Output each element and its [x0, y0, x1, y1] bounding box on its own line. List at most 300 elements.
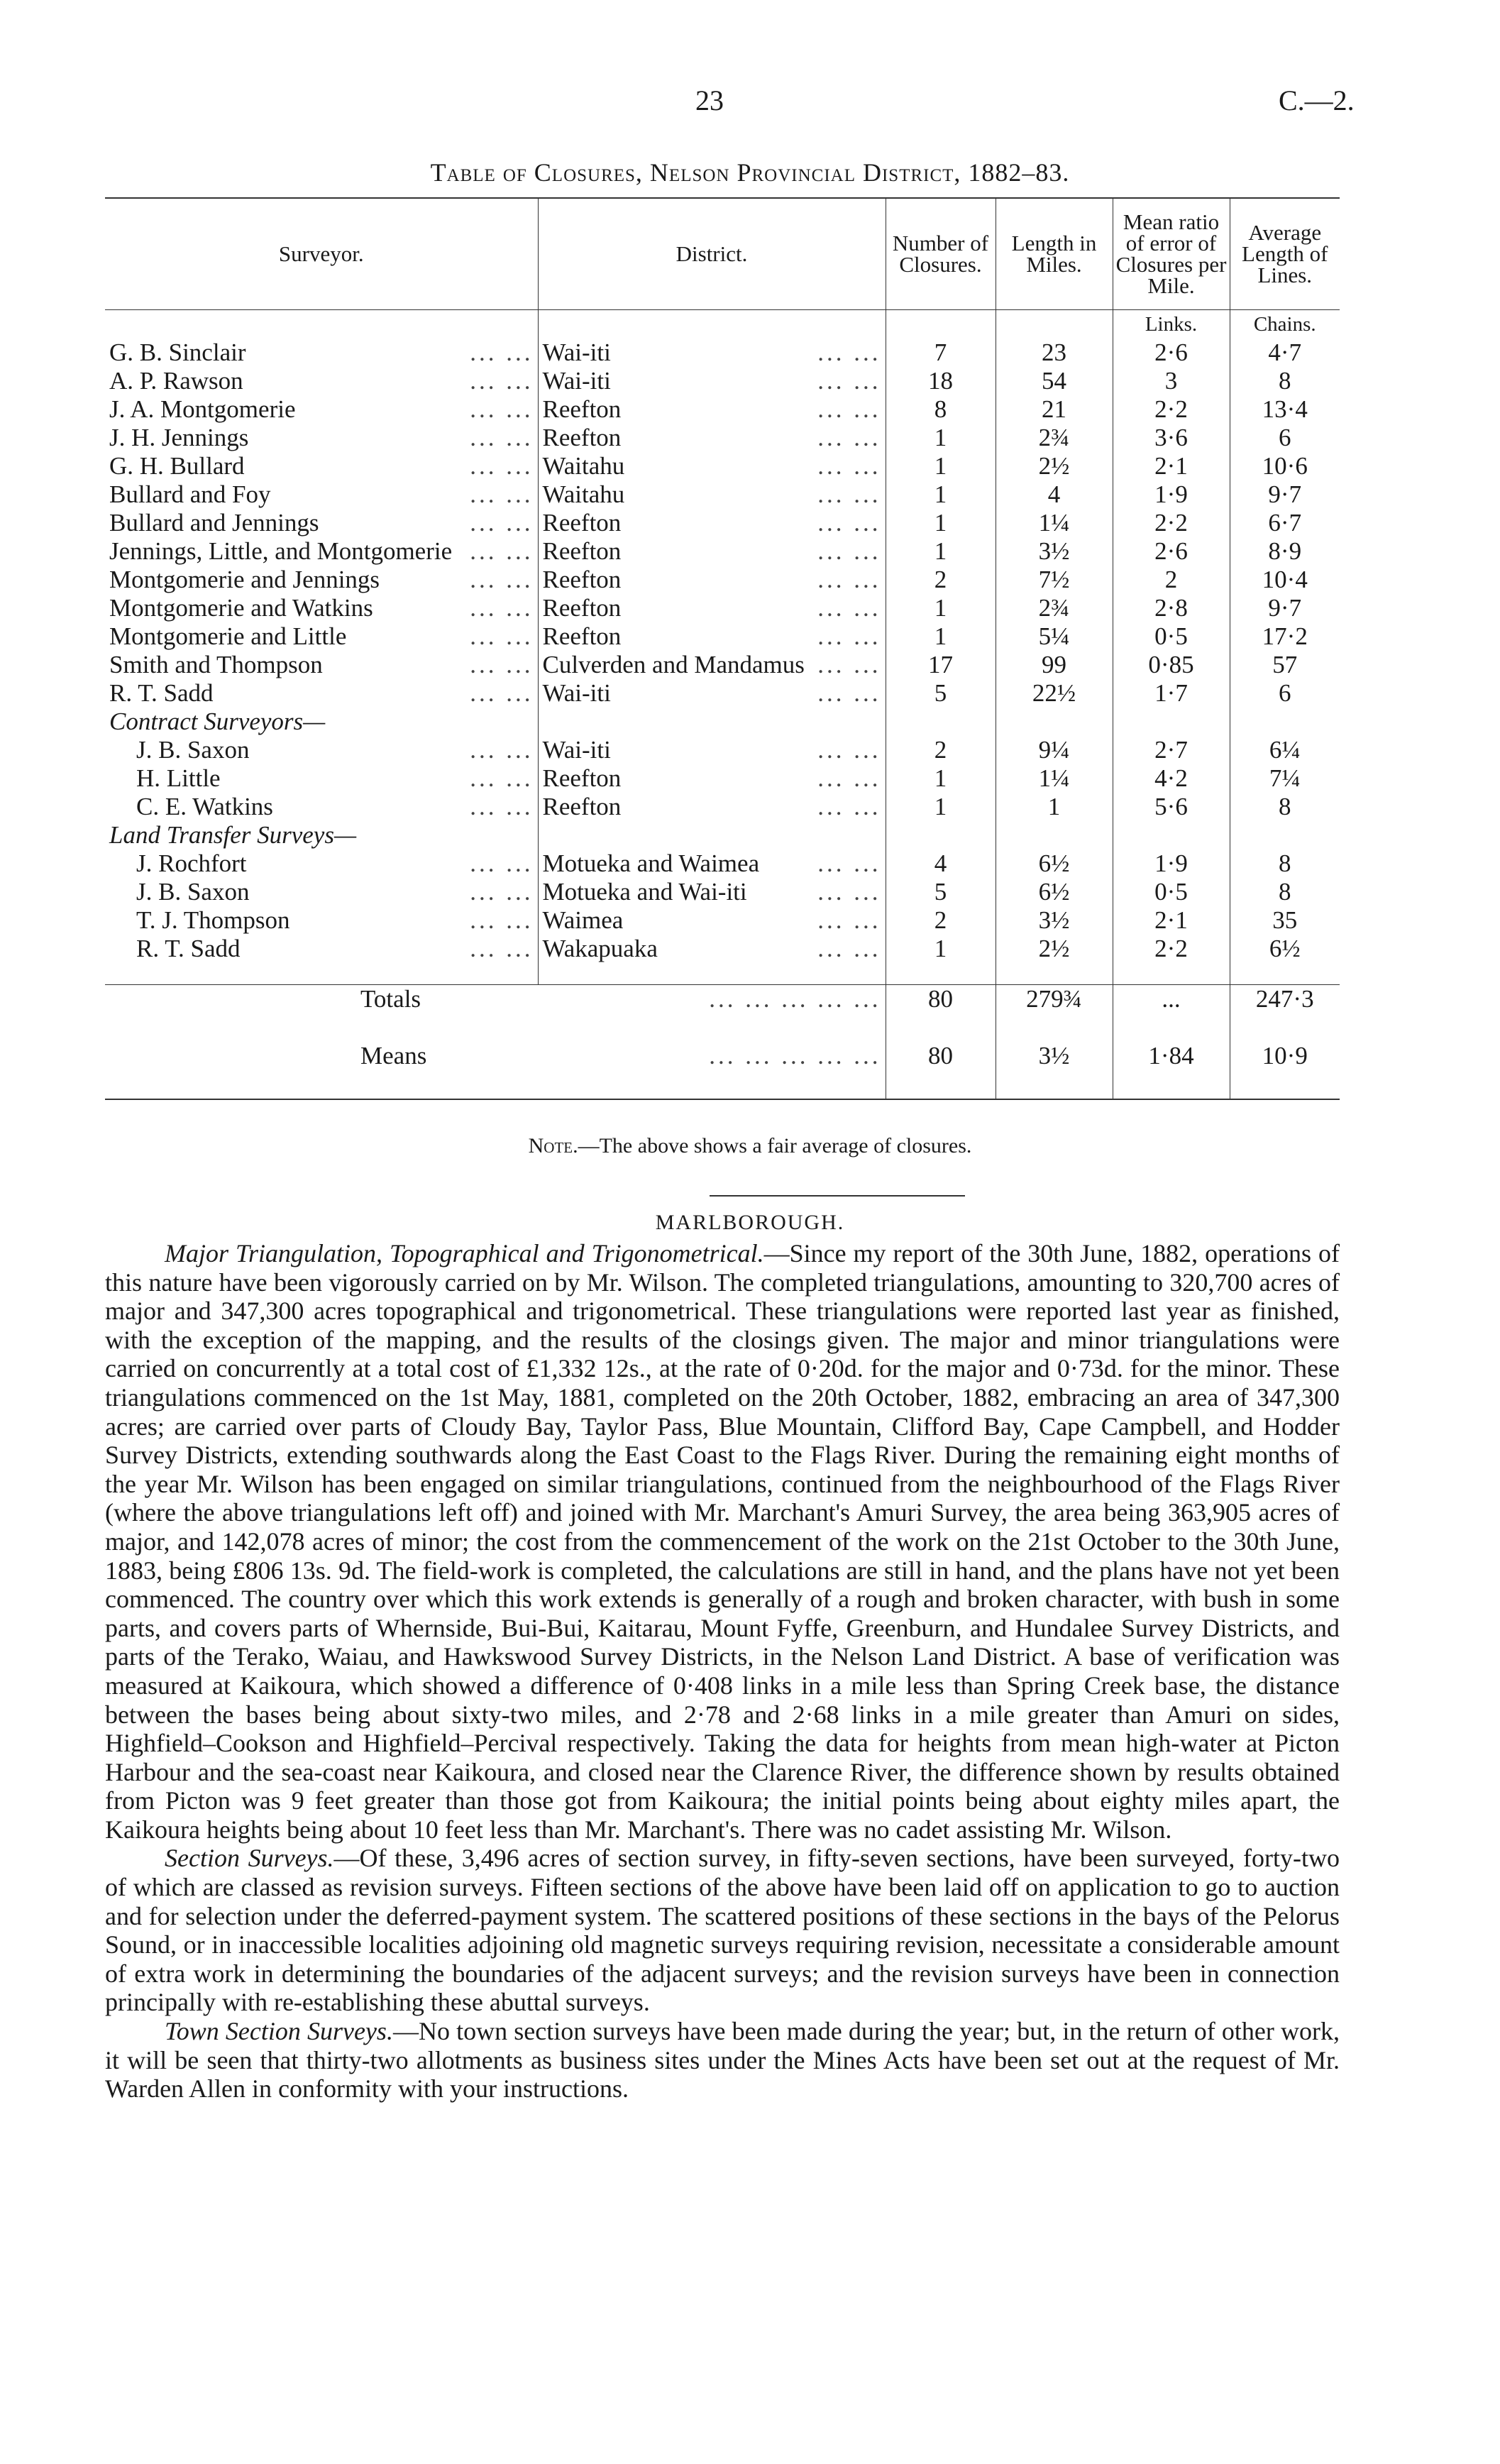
leader-dots: ... ...: [470, 878, 534, 906]
cell-district: [538, 452, 886, 480]
cell-length: [996, 452, 1113, 480]
cell-length-text: 1¼: [1038, 764, 1070, 792]
cell-average-text: 247·3: [1255, 985, 1314, 1013]
cell-length: [996, 878, 1113, 906]
leader-dots: ... ...: [470, 736, 534, 764]
cell-error: [1113, 339, 1230, 367]
cell-surveyor: [105, 849, 538, 878]
cell-closures-text: 2: [934, 566, 947, 593]
cell-closures: [886, 367, 996, 395]
cell-error-text: 2·7: [1154, 736, 1188, 764]
cell-surveyor: [105, 622, 538, 651]
cell-district: [538, 764, 886, 793]
cell-surveyor-text: Montgomerie and Little: [109, 622, 347, 650]
cell-closures: [886, 1042, 996, 1099]
col-length: Length in Miles.: [996, 198, 1113, 310]
cell-district-text: Wai-iti: [542, 736, 611, 764]
cell-district: [538, 566, 886, 594]
cell-error: [1113, 566, 1230, 594]
cell-error: [1113, 452, 1230, 480]
cell-district-text: Waimea: [542, 906, 624, 934]
cell-length: [996, 509, 1113, 537]
paragraph-text: —Since my report of the 30th June, 1882, operations of this nature have been vigorously carried on by Mr. Wilson. The completed triangulations, amounting to 320,700 acres of major and 347,300 acres topographical and trigonometrical. These triangulations were reported last year as finished, with the exception of the mapping, and the results of the closings given. The major and minor triangulations were carried on concurrently at a total cost of £1,332 12s., at the rate of 0·20d. for the major and 0·73d. for the minor. These triangulations commenced on the 1st May, 1881, completed on the 20th October, 1882, embracing an area of 347,300 acres; are carried over parts of Cloudy Bay, Taylor Pass, Blue Mountain, Clifford Bay, Cape Campbell, and Hodder Survey Districts, extending southwards along the East Coast to the Flags River. During the remaining eight months of the year Mr. Wilson has been engaged on similar triangulations, continued from the neighbourhood of the Flags River (where the above triangulations left off) and joined with Mr. Marchant's Amuri Survey, the area being 363,905 acres of major, and 142,078 acres of minor; the cost from the commencement of the work on the 21st October to the 30th June, 1883, being £806 13s. 9d. The field-work is completed, the calculations are still in hand, and the plans have not yet been commenced. The country over which this work extends is generally of a rough and broken character, with bush in some parts, and covers parts of Whernside, Bui-Bui, Kaitarau, Mount Fyffe, Greenburn, and Hundalee Survey Districts, and parts of the Terako, Waiau, and Hawkswood Survey Districts, in the Nelson Land District. A base of verification was measured at Kaikoura, which showed a difference of 0·408 links in a mile less than Spring Creek base, the distance between the bases being about sixty-two miles, and 2·78 and 2·68 links in a mile greater than Amuri on sides, Highfield–Cookson and Highfield–Percival respectively. Taking the data for heights from mean high-water at Picton Harbour and the sea-coast near Kaikoura, and closed near the Clarence River, the difference shown by results obtained from Picton was 9 feet greater than those got from Kaikoura; the initial points being about eighty miles apart, the Kaikoura heights being about 10 feet less than Mr. Marchant's. There was no cadet assisting Mr. Wilson.: [105, 1239, 1340, 1844]
cell-length: [996, 622, 1113, 651]
cell-average-text: 10·4: [1262, 566, 1308, 593]
cell-average-text: 57: [1272, 651, 1298, 678]
cell-surveyor: [105, 651, 538, 679]
cell-surveyor-text: G. B. Sinclair: [109, 339, 246, 366]
leader-dots: ... ...: [817, 906, 881, 934]
cell-closures: [886, 452, 996, 480]
cell-error: [1113, 537, 1230, 566]
cell-error-text: 4·2: [1154, 764, 1188, 792]
leader-dots: ... ...: [470, 367, 534, 395]
cell-surveyor-text: R. T. Sadd: [109, 679, 214, 707]
cell-length: [996, 679, 1113, 708]
cell-district: [538, 424, 886, 452]
cell-surveyor-text: Jennings, Little, and Montgomerie: [109, 537, 453, 565]
leader-dots: ... ...: [817, 651, 881, 678]
cell-average-text: 17·2: [1262, 622, 1308, 650]
cell-district-text: Reefton: [542, 566, 622, 593]
section-divider: [710, 1195, 965, 1197]
cell-surveyor: [105, 935, 538, 963]
leader-dots: ... ...: [817, 367, 881, 395]
leader-dots: ... ...: [470, 651, 534, 678]
cell-surveyor-text: G. H. Bullard: [109, 452, 245, 480]
cell-surveyor-text: H. Little: [136, 764, 221, 792]
cell-district-text: Reefton: [542, 622, 622, 650]
document-code: C.—2.: [1279, 84, 1355, 116]
table-row: [105, 594, 1340, 622]
col-error: Mean ratio of error of Closures per Mile.: [1113, 198, 1230, 310]
cell-average: [1230, 367, 1340, 395]
cell-closures: [886, 793, 996, 821]
cell-length-text: 6½: [1038, 849, 1070, 877]
cell-closures: [886, 339, 996, 367]
group-heading: [105, 821, 538, 849]
paragraph-title: Section Surveys.: [165, 1844, 334, 1873]
cell-surveyor: [105, 878, 538, 906]
page-number: 23: [695, 84, 724, 116]
cell-error-text: 2·2: [1154, 509, 1188, 537]
group-heading-text: Contract Surveyors—: [109, 708, 326, 735]
cell-error: [1113, 509, 1230, 537]
cell-error-text: 2·1: [1154, 452, 1188, 480]
leader-dots: ... ...: [470, 935, 534, 962]
group-heading-text: Land Transfer Surveys—: [109, 821, 357, 849]
cell-average: [1230, 793, 1340, 821]
cell-error: [1113, 367, 1230, 395]
cell-average-text: 4·7: [1268, 339, 1302, 366]
section-heading: MARLBOROUGH.: [655, 1211, 845, 1234]
leader-dots: ... ...: [817, 878, 881, 906]
cell-length: [996, 367, 1113, 395]
cell-closures-text: 1: [934, 537, 947, 565]
cell-error: [1113, 878, 1230, 906]
spacer-row: [105, 963, 1340, 985]
cell-average: [1230, 509, 1340, 537]
cell-surveyor-text: Montgomerie and Jennings: [109, 566, 380, 593]
cell-average-text: 9·7: [1268, 594, 1302, 622]
table-row: [105, 452, 1340, 480]
cell-error-text: 2·6: [1154, 537, 1188, 565]
cell-surveyor: [105, 509, 538, 537]
means-row: [105, 1042, 1340, 1099]
cell-average-text: 6¼: [1269, 736, 1301, 764]
cell-error-text: 1·84: [1148, 1042, 1194, 1069]
cell-error: [1113, 594, 1230, 622]
cell-surveyor-text: Bullard and Foy: [109, 480, 271, 508]
cell-error-text: 2: [1164, 566, 1178, 593]
table-row: [105, 566, 1340, 594]
cell-error: [1113, 849, 1230, 878]
cell-average-text: 8: [1279, 878, 1291, 906]
cell-surveyor: [105, 395, 538, 424]
cell-closures-text: 8: [934, 395, 947, 423]
cell-average: [1230, 622, 1340, 651]
cell-average: [1230, 480, 1340, 509]
cell-error: [1113, 651, 1230, 679]
cell-closures: [886, 594, 996, 622]
table-row: [105, 849, 1340, 878]
table-row: [105, 679, 1340, 708]
cell-error-text: 0·5: [1154, 622, 1188, 650]
cell-closures-text: 18: [928, 367, 953, 395]
cell-surveyor: [105, 594, 538, 622]
cell-closures: [886, 651, 996, 679]
cell-length-text: 1: [1047, 793, 1061, 820]
totals-label-text: Totals: [360, 985, 421, 1013]
table-row: [105, 935, 1340, 963]
leader-dots: ... ...: [817, 793, 881, 820]
cell-length-text: 2¾: [1038, 424, 1070, 451]
unit-links: Links.: [1113, 310, 1230, 339]
cell-average: [1230, 395, 1340, 424]
cell-error: [1113, 395, 1230, 424]
cell-district: [538, 480, 886, 509]
leader-dots: ... ...: [470, 509, 534, 537]
cell-closures-text: 1: [934, 452, 947, 480]
cell-length: [996, 736, 1113, 764]
cell-closures: [886, 566, 996, 594]
cell-average: [1230, 594, 1340, 622]
cell-district-text: Reefton: [542, 594, 622, 622]
units-row: [105, 310, 1340, 339]
table-body: [105, 310, 1340, 1100]
cell-closures: [886, 395, 996, 424]
table-row: [105, 367, 1340, 395]
cell-length-text: 6½: [1038, 878, 1070, 906]
leader-dots: ... ...: [470, 424, 534, 451]
cell-surveyor-text: Smith and Thompson: [109, 651, 323, 678]
cell-surveyor-text: T. J. Thompson: [136, 906, 290, 934]
group-heading: [105, 708, 538, 736]
cell-district: [538, 339, 886, 367]
cell-district-text: Waitahu: [542, 452, 625, 480]
cell-error-text: 5·6: [1154, 793, 1188, 820]
cell-error-text: 0·85: [1148, 651, 1194, 678]
cell-surveyor-text: C. E. Watkins: [136, 793, 273, 820]
cell-district: [538, 594, 886, 622]
leader-dots: ... ... ... ... ...: [709, 985, 881, 1013]
cell-surveyor-text: J. H. Jennings: [109, 424, 249, 451]
paragraph-title: Town Section Surveys.: [165, 2017, 393, 2046]
col-average: Average Length of Lines.: [1230, 198, 1340, 310]
cell-closures-text: 5: [934, 679, 947, 707]
cell-average: [1230, 764, 1340, 793]
leader-dots: ... ... ... ... ...: [709, 1042, 881, 1069]
cell-length-text: 54: [1042, 367, 1066, 395]
cell-closures: [886, 736, 996, 764]
leader-dots: ... ...: [470, 679, 534, 707]
cell-closures: [886, 764, 996, 793]
cell-surveyor: [105, 764, 538, 793]
cell-closures-text: 1: [934, 622, 947, 650]
cell-surveyor-text: Montgomerie and Watkins: [109, 594, 373, 622]
cell-district-text: Waitahu: [542, 480, 625, 508]
cell-closures-text: 1: [934, 935, 947, 962]
cell-closures-text: 1: [934, 480, 947, 508]
cell-length-text: 5¼: [1038, 622, 1070, 650]
cell-district-text: Culverden and Mandamus: [542, 651, 805, 678]
cell-average: [1230, 452, 1340, 480]
cell-district-text: Reefton: [542, 395, 622, 423]
cell-average: [1230, 566, 1340, 594]
cell-closures-text: 1: [934, 793, 947, 820]
cell-surveyor-text: J. B. Saxon: [136, 736, 250, 764]
cell-closures: [886, 985, 996, 1043]
cell-error: [1113, 764, 1230, 793]
cell-error-text: 0·5: [1154, 878, 1188, 906]
cell-district: [538, 395, 886, 424]
cell-error-text: 1·9: [1154, 849, 1188, 877]
cell-district-text: Wai-iti: [542, 679, 611, 707]
col-closures: Number of Closures.: [886, 198, 996, 310]
cell-closures: [886, 906, 996, 935]
cell-closures-text: 1: [934, 424, 947, 451]
cell-average-text: 8: [1279, 367, 1291, 395]
cell-district-text: Reefton: [542, 793, 622, 820]
leader-dots: ... ...: [470, 452, 534, 480]
cell-error-text: 1·7: [1154, 679, 1188, 707]
cell-length: [996, 566, 1113, 594]
leader-dots: ... ...: [470, 480, 534, 508]
cell-error: [1113, 736, 1230, 764]
table-row: [105, 537, 1340, 566]
cell-length-text: 2½: [1038, 935, 1070, 962]
cell-average-text: 6: [1279, 424, 1291, 451]
cell-closures-text: 80: [928, 985, 953, 1013]
cell-length: [996, 1042, 1113, 1099]
cell-length: [996, 480, 1113, 509]
leader-dots: ... ...: [470, 594, 534, 622]
cell-district-text: Wakapuaka: [542, 935, 658, 962]
table-row: [105, 509, 1340, 537]
leader-dots: ... ...: [817, 339, 881, 366]
leader-dots: ... ...: [470, 793, 534, 820]
leader-dots: ... ...: [470, 622, 534, 650]
totals-row: [105, 985, 1340, 1043]
leader-dots: ... ...: [470, 566, 534, 593]
table-row: [105, 622, 1340, 651]
means-label: [105, 1042, 886, 1099]
cell-closures: [886, 424, 996, 452]
cell-average: [1230, 985, 1340, 1043]
cell-error: [1113, 935, 1230, 963]
leader-dots: ... ...: [470, 339, 534, 366]
paragraph-title: Major Triangulation, Topographical and Trigonometrical.: [165, 1239, 764, 1267]
cell-length: [996, 764, 1113, 793]
cell-closures-text: 1: [934, 594, 947, 622]
cell-error: [1113, 1042, 1230, 1099]
cell-district-text: Reefton: [542, 509, 622, 537]
leader-dots: ... ...: [817, 480, 881, 508]
cell-average: [1230, 849, 1340, 878]
leader-dots: ... ...: [817, 679, 881, 707]
cell-closures-text: 1: [934, 509, 947, 537]
cell-surveyor: [105, 736, 538, 764]
cell-surveyor: [105, 424, 538, 452]
leader-dots: ... ...: [817, 849, 881, 877]
cell-average-text: 13·4: [1262, 395, 1308, 423]
cell-average-text: 35: [1272, 906, 1298, 934]
cell-surveyor-text: A. P. Rawson: [109, 367, 243, 395]
cell-closures-text: 17: [928, 651, 953, 678]
cell-length: [996, 793, 1113, 821]
cell-length-text: 22½: [1032, 679, 1076, 707]
cell-length-text: 7½: [1038, 566, 1070, 593]
table-row: [105, 395, 1340, 424]
cell-district: [538, 509, 886, 537]
cell-closures-text: 4: [934, 849, 947, 877]
cell-closures-text: 2: [934, 906, 947, 934]
cell-closures: [886, 480, 996, 509]
table-row: [105, 424, 1340, 452]
cell-error: [1113, 985, 1230, 1043]
table-row: [105, 736, 1340, 764]
paragraph-section-surveys: [105, 1844, 1340, 2017]
leader-dots: ... ...: [817, 424, 881, 451]
cell-length-text: 279¾: [1026, 985, 1082, 1013]
cell-district: [538, 651, 886, 679]
cell-surveyor: [105, 452, 538, 480]
cell-length-text: 2¾: [1038, 594, 1070, 622]
cell-average-text: 10·6: [1262, 452, 1308, 480]
totals-label: [105, 985, 886, 1043]
means-label-text: Means: [360, 1042, 427, 1069]
cell-length: [996, 424, 1113, 452]
cell-closures: [886, 509, 996, 537]
table-header-row: [105, 198, 1340, 310]
cell-error-text: 2·1: [1154, 906, 1188, 934]
cell-average: [1230, 339, 1340, 367]
cell-length-text: 3½: [1038, 1042, 1070, 1069]
table-title: Table of Closures, Nelson Provincial District, 1882–83.: [430, 158, 1070, 187]
cell-average-text: 6: [1279, 679, 1291, 707]
cell-average-text: 8: [1279, 793, 1291, 820]
cell-average-text: 8·9: [1268, 537, 1302, 565]
cell-surveyor-text: Bullard and Jennings: [109, 509, 319, 537]
cell-district: [538, 622, 886, 651]
cell-length-text: 99: [1042, 651, 1066, 678]
cell-district-text: Wai-iti: [542, 339, 611, 366]
leader-dots: ... ...: [817, 537, 881, 565]
cell-length: [996, 906, 1113, 935]
cell-length-text: 1¼: [1038, 509, 1070, 537]
cell-error-text: 2·2: [1154, 395, 1188, 423]
cell-average-text: 8: [1279, 849, 1291, 877]
cell-length: [996, 594, 1113, 622]
cell-average: [1230, 537, 1340, 566]
cell-district: [538, 793, 886, 821]
cell-district: [538, 849, 886, 878]
cell-length: [996, 935, 1113, 963]
paragraph-text: —Of these, 3,496 acres of section survey, in fifty-seven sections, have been surveyed, forty-two of which are classed as revision surveys. Fifteen sections of the above have been laid off on application to go to auction and for selection under the deferred-payment system. The scattered positions of these sections in the bays of the Pelorus Sound, or in inaccessible localities adjoining old magnetic surveys requiring revision, necessitate a considerable amount of extra work in determining the boundaries of the adjacent surveys; and the revision surveys have been in connection principally with re-establishing these abuttal surveys.: [105, 1844, 1340, 2017]
cell-district-text: Reefton: [542, 424, 622, 451]
table-row: [105, 906, 1340, 935]
table-row: [105, 793, 1340, 821]
leader-dots: ... ...: [817, 764, 881, 792]
cell-error: [1113, 679, 1230, 708]
cell-surveyor-text: J. Rochfort: [136, 849, 247, 877]
cell-error-text: 2·6: [1154, 339, 1188, 366]
cell-length-text: 3½: [1038, 906, 1070, 934]
leader-dots: ... ...: [817, 622, 881, 650]
cell-average: [1230, 906, 1340, 935]
cell-district-text: Reefton: [542, 537, 622, 565]
cell-length-text: 9¼: [1038, 736, 1070, 764]
cell-district: [538, 679, 886, 708]
note-label: Note.: [528, 1134, 578, 1157]
col-district: District.: [538, 198, 886, 310]
cell-district-text: Wai-iti: [542, 367, 611, 395]
cell-average: [1230, 679, 1340, 708]
cell-length-text: 21: [1042, 395, 1066, 423]
cell-error-text: 3: [1164, 367, 1178, 395]
cell-closures-text: 1: [934, 764, 947, 792]
cell-closures: [886, 849, 996, 878]
cell-surveyor: [105, 679, 538, 708]
cell-length-text: 23: [1042, 339, 1066, 366]
cell-district: [538, 906, 886, 935]
cell-surveyor: [105, 339, 538, 367]
cell-surveyor: [105, 480, 538, 509]
cell-average: [1230, 736, 1340, 764]
leader-dots: ... ...: [470, 764, 534, 792]
cell-district-text: Motueka and Wai-iti: [542, 878, 747, 906]
leader-dots: ... ...: [817, 566, 881, 593]
cell-length: [996, 849, 1113, 878]
cell-surveyor: [105, 537, 538, 566]
cell-average: [1230, 878, 1340, 906]
leader-dots: ... ...: [470, 537, 534, 565]
cell-average-text: 9·7: [1268, 480, 1302, 508]
cell-closures: [886, 935, 996, 963]
table-row: [105, 339, 1340, 367]
cell-surveyor: [105, 566, 538, 594]
cell-district: [538, 537, 886, 566]
cell-error-text: 3·6: [1154, 424, 1188, 451]
cell-surveyor: [105, 367, 538, 395]
paragraph-text: —No town section surveys have been made during the year; but, in the return of other work, it will be seen that thirty-two allotments as business sites under the Mines Acts have been set out at the request of Mr. Warden Allen in conformity with your instructions.: [105, 2017, 1340, 2103]
unit-chains: Chains.: [1230, 310, 1340, 339]
cell-error: [1113, 906, 1230, 935]
leader-dots: ... ...: [817, 594, 881, 622]
cell-closures-text: 7: [934, 339, 947, 366]
group-heading-row: [105, 821, 1340, 849]
cell-error-text: 1·9: [1154, 480, 1188, 508]
